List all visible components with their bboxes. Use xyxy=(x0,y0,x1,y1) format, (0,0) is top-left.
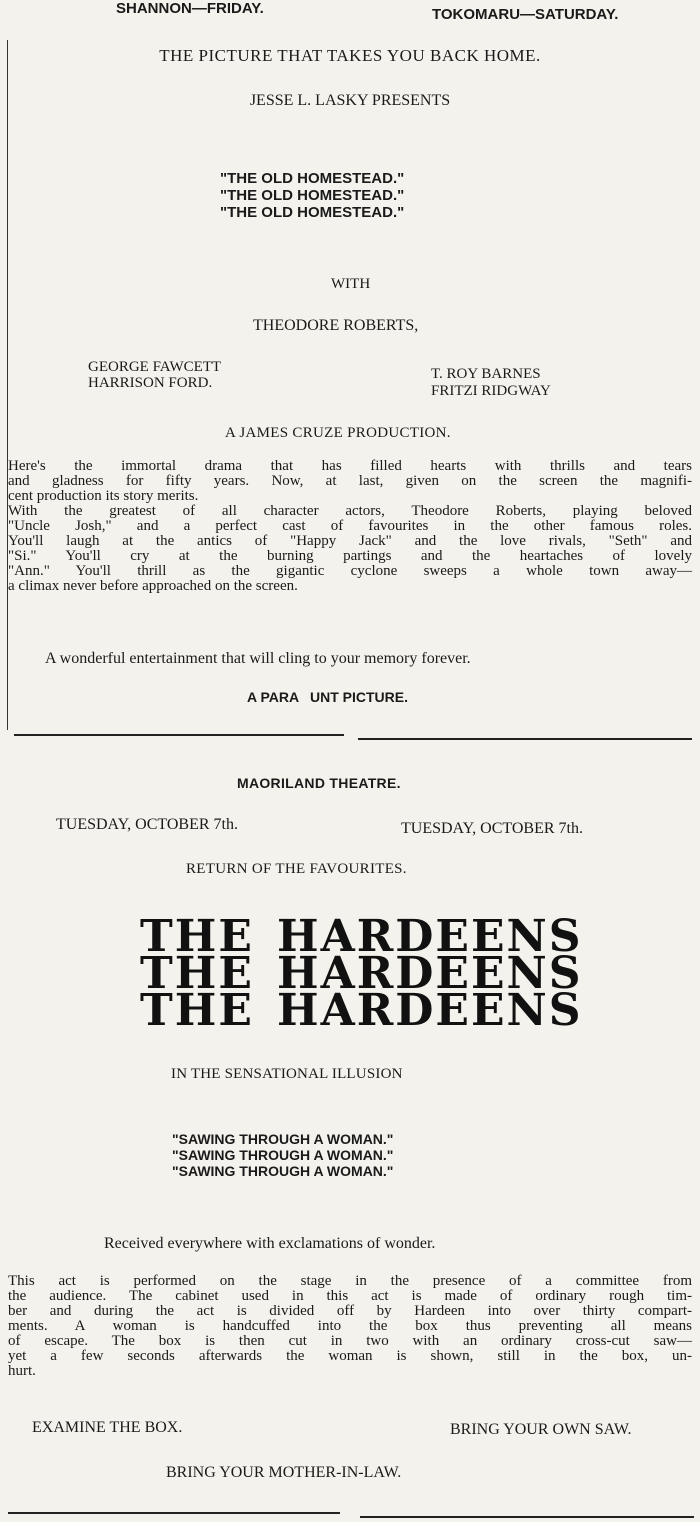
examine-box: EXAMINE THE BOX. xyxy=(32,1419,183,1436)
description-line: This act is performed on the stage in the presence of a committee from xyxy=(8,1273,692,1289)
paramount-brand: A PARA UNT PICTURE. xyxy=(247,689,408,705)
header-tokomaru: TOKOMARU—SATURDAY. xyxy=(432,6,619,23)
description-line: yet a few seconds afterwards the woman is shown, still in the box, un- xyxy=(8,1348,692,1364)
date-left: TUESDAY, OCTOBER 7th. xyxy=(56,816,238,833)
date-right: TUESDAY, OCTOBER 7th. xyxy=(401,820,583,837)
illusion-heading: IN THE SENSATIONAL ILLUSION xyxy=(171,1066,403,1082)
hardeens-the-3: THE xyxy=(140,985,254,1036)
tagline: THE PICTURE THAT TAKES YOU BACK HOME. xyxy=(159,46,541,65)
description-line: "Ann." You'll thrill as the gigantic cyclone sweeps a whole town away— xyxy=(8,563,692,579)
theatre-name: MAORILAND THEATRE. xyxy=(237,775,401,791)
act-title-2: "SAWING THROUGH A WOMAN." xyxy=(172,1147,394,1163)
header-shannon: SHANNON—FRIDAY. xyxy=(116,0,264,17)
received-line: Received everywhere with exclamations of wonder. xyxy=(104,1235,436,1252)
hardeens-the-1: THE xyxy=(140,911,254,962)
hardeens-name-3: HARDEENS xyxy=(277,985,583,1036)
description-line: "Uncle Josh," and a perfect cast of favourites in the other famous roles. xyxy=(8,518,692,534)
star-name: THEODORE ROBERTS, xyxy=(253,317,419,334)
description-line: of escape. The box is then cut in two with an ordinary cross-cut saw— xyxy=(8,1333,692,1349)
cast-right-1: T. ROY BARNES xyxy=(431,366,541,382)
film-title-2: "THE OLD HOMESTEAD." xyxy=(220,187,405,204)
section-divider xyxy=(8,1512,340,1514)
section-divider xyxy=(360,1516,694,1518)
description-line: hurt. xyxy=(8,1363,36,1379)
cast-left-1: GEORGE FAWCETT xyxy=(88,359,222,375)
act-description xyxy=(8,1274,692,1379)
return-heading: RETURN OF THE FAVOURITES. xyxy=(186,861,407,877)
with-label: WITH xyxy=(331,276,371,292)
closing-line: A wonderful entertainment that will cling to your memory forever. xyxy=(45,650,471,667)
description-line: "Si." You'll cry at the burning partings and the heartaches of lovely xyxy=(8,548,692,564)
act-title-1: "SAWING THROUGH A WOMAN." xyxy=(172,1131,394,1147)
presenter: JESSE L. LASKY PRESENTS xyxy=(249,92,451,109)
bring-saw: BRING YOUR OWN SAW. xyxy=(450,1421,632,1438)
production-credit: A JAMES CRUZE PRODUCTION. xyxy=(225,425,451,441)
left-margin-line xyxy=(7,40,8,730)
cast-left-2: HARRISON FORD. xyxy=(88,375,213,391)
description-line: a climax never before approached on the screen. xyxy=(8,578,298,594)
cast-right-2: FRITZI RIDGWAY xyxy=(431,383,551,399)
hardeens-name-2: HARDEENS xyxy=(277,948,583,999)
hardeens-the-2: THE xyxy=(140,948,254,999)
description-line: cent production its story merits. xyxy=(8,488,199,504)
description-line: Here's the immortal drama that has filled hearts with thrills and tears xyxy=(8,458,692,474)
description-line: ber and during the act is divided off by Hardeen into over thirty compart- xyxy=(8,1303,692,1319)
bring-mother-in-law: BRING YOUR MOTHER-IN-LAW. xyxy=(166,1464,402,1481)
act-title-3: "SAWING THROUGH A WOMAN." xyxy=(172,1163,394,1179)
film-title-1: "THE OLD HOMESTEAD." xyxy=(220,170,405,187)
description-line: You'll laugh at the antics of "Happy Jack" and the love rivals, "Seth" and xyxy=(8,533,692,549)
section-divider xyxy=(14,734,344,736)
film-description xyxy=(8,459,692,594)
film-title-3: "THE OLD HOMESTEAD." xyxy=(220,204,405,221)
section-divider xyxy=(358,738,692,740)
description-line: ments. A woman is handcuffed into the box thus preventing all means xyxy=(8,1318,692,1334)
hardeens-name-1: HARDEENS xyxy=(277,911,583,962)
description-line: and gladness for fifty years. Now, at last, given on the screen the magnifi- xyxy=(8,473,692,489)
description-line: With the greatest of all character actors, Theodore Roberts, playing beloved xyxy=(8,503,692,519)
description-line: the audience. The cabinet used in this act is made of ordinary rough tim- xyxy=(8,1288,692,1304)
